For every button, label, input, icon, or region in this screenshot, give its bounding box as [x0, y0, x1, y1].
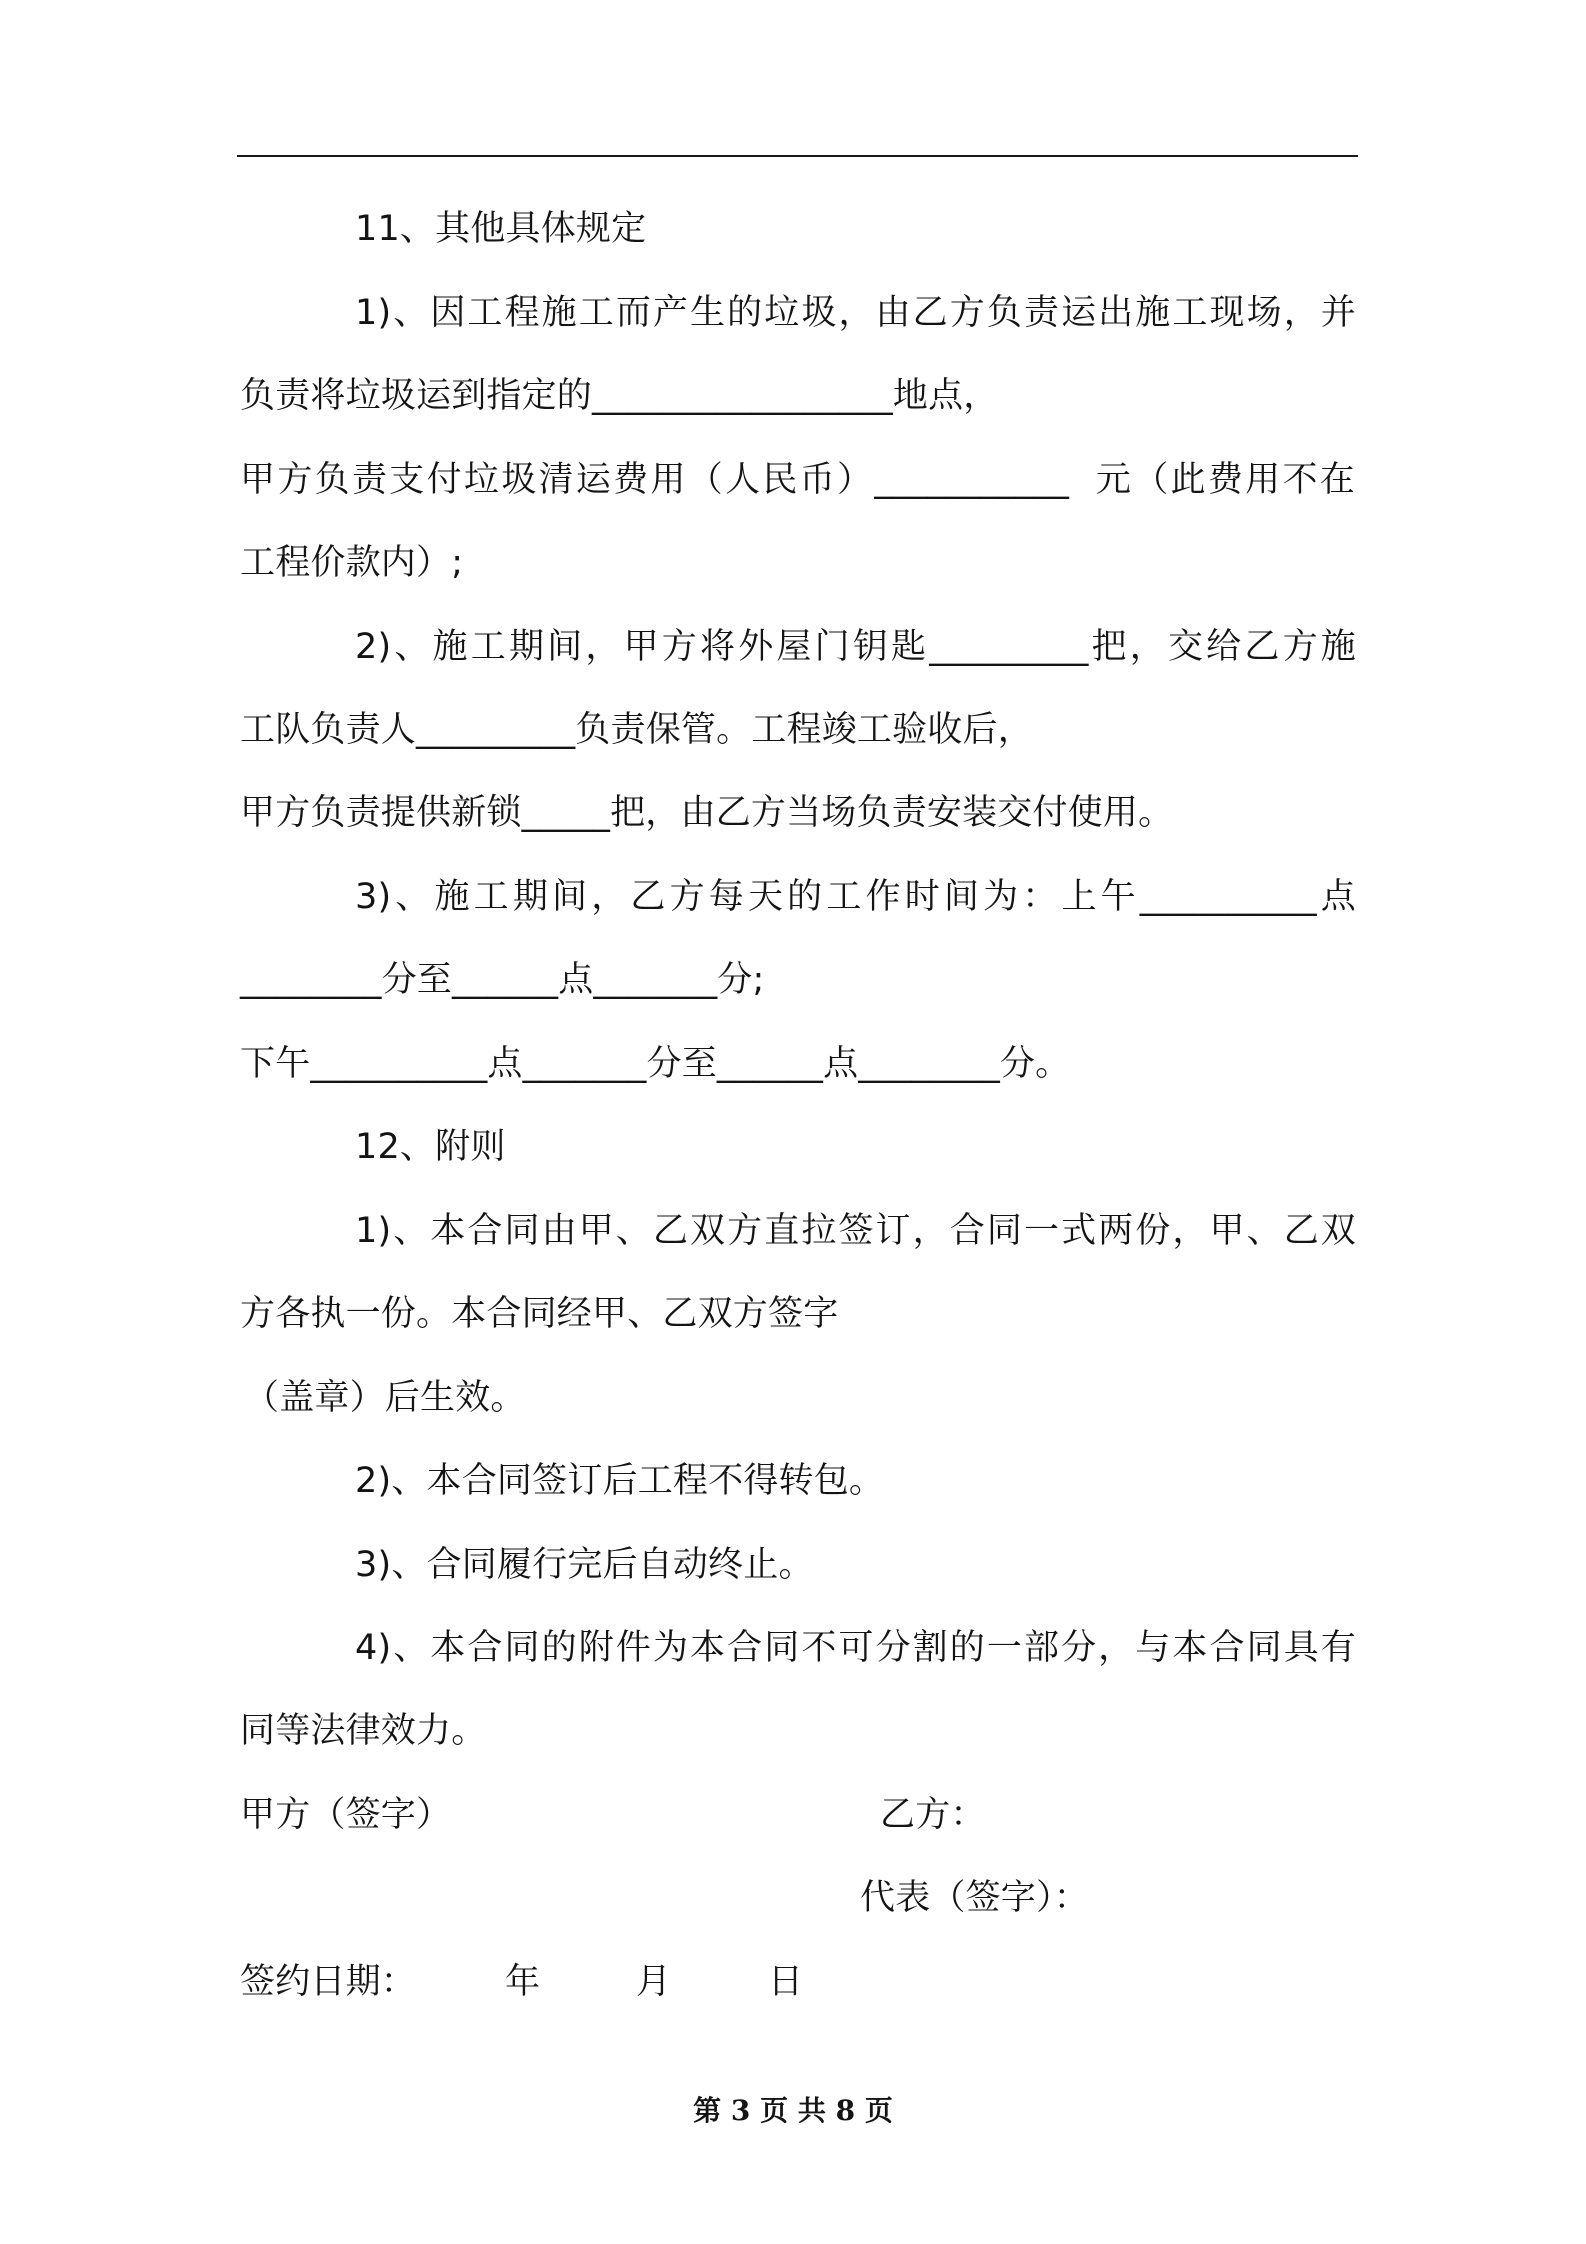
signing-date-year: 年 [505, 1962, 541, 2002]
clause-11-item-2-line-3: 甲方负责提供新锁_____把，由乙方当场负责安装交付使用。 [240, 793, 1174, 833]
clause-11-item-3-line-1: 3)、施工期间，乙方每天的工作时间为：上午__________点 [355, 877, 1356, 917]
clause-11-item-3-line-3: 下午__________点_______分至______点________分。 [240, 1044, 1071, 1084]
signing-date-day: 日 [768, 1962, 804, 2002]
clause-12-item-2: 2)、本合同签订后工程不得转包。 [355, 1461, 885, 1501]
clause-11-heading: 11、其他具体规定 [355, 209, 647, 249]
clause-12-item-4-line-1: 4)、本合同的附件为本合同不可分割的一部分，与本合同具有 [355, 1628, 1356, 1668]
clause-11-item-2-line-1: 2)、施工期间，甲方将外屋门钥匙_________把，交给乙方施 [355, 627, 1356, 667]
header-rule [237, 155, 1358, 157]
clause-11-item-1-line-3: 甲方负责支付垃圾清运费用（人民币）___________ 元（此费用不在 [240, 460, 1355, 500]
clause-12-item-4-line-2: 同等法律效力。 [240, 1711, 487, 1751]
clause-12-item-1-line-2: 方各执一份。本合同经甲、乙双方签字 [240, 1294, 839, 1334]
signing-date-month: 月 [636, 1962, 672, 2002]
clause-12-item-1-line-3: （盖章）后生效。 [244, 1378, 526, 1418]
party-b-label: 乙方： [880, 1795, 986, 1835]
clause-11-item-2-line-2: 工队负责人_________负责保管。工程竣工验收后， [240, 710, 1033, 750]
clause-11-item-3-line-2: ________分至______点_______分; [240, 960, 765, 1000]
party-a-signature-label: 甲方（签字） [240, 1795, 452, 1835]
clause-11-item-1-line-2: 负责将垃圾运到指定的_________________地点， [240, 376, 999, 416]
clause-12-heading: 12、附则 [355, 1127, 506, 1167]
clause-12-item-3: 3)、合同履行完后自动终止。 [355, 1545, 814, 1585]
clause-11-item-1-line-4: 工程价款内）; [240, 543, 464, 583]
signing-date-label: 签约日期： [240, 1962, 417, 2002]
representative-signature-label: 代表（签字）： [860, 1878, 1089, 1918]
clause-11-item-1-line-1: 1)、因工程施工而产生的垃圾，由乙方负责运出施工现场，并 [355, 293, 1356, 333]
clause-12-item-1-line-1: 1)、本合同由甲、乙双方直拉签订，合同一式两份，甲、乙双 [355, 1211, 1356, 1251]
page-number-footer: 第 3 页 共 8 页 [693, 2094, 893, 2127]
